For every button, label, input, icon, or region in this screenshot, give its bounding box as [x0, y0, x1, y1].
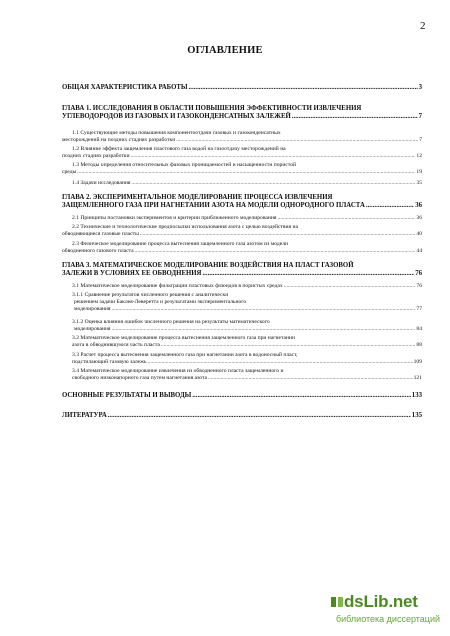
toc-entry-text: 1.3 Методы определения относительных фазовых проницаемостей и насыщенности пористой	[72, 162, 296, 168]
toc-entry-text-cont: обводненного газового пласта	[62, 248, 134, 255]
toc-entry[interactable]	[62, 84, 422, 92]
toc-page-number: 76	[416, 283, 422, 289]
leader-dots	[140, 231, 416, 238]
leader-dots	[148, 359, 413, 366]
toc-entry[interactable]	[62, 412, 422, 420]
leader-dots	[202, 270, 414, 278]
toc-entry-text-cont: азота в обводнившуюся часть пласта	[72, 342, 160, 349]
toc-page-number: 3	[418, 84, 422, 91]
book-icon	[330, 595, 344, 609]
toc-page-number: 36	[415, 202, 422, 210]
leader-dots	[208, 375, 413, 382]
toc-page-number: 77	[416, 306, 422, 313]
toc-entry[interactable]	[62, 194, 422, 211]
toc-entry-text-cont: УГЛЕВОДОРОДОВ ИЗ ГАЗОВЫХ И ГАЗОКОНДЕНСАТНЫХ ЗАЛЕЖЕЙ	[62, 113, 291, 121]
toc-entry-text: ГЛАВА 3. МАТЕМАТИЧЕСКОЕ МОДЕЛИРОВАНИЕ ВОЗДЕЙСТВИЯ НА ПЛАСТ ГАЗОВОЙ	[62, 262, 354, 269]
leader-dots	[77, 169, 415, 176]
toc-page-number: 35	[416, 180, 422, 186]
watermark-logo: dsLib.net	[344, 592, 418, 611]
toc-page-number: 84	[416, 326, 422, 333]
toc-entry-text: 3.4 Математическое моделирование извлечения из обводненного пласта защемленного и	[72, 368, 284, 374]
toc-page-number: 7	[418, 113, 422, 121]
leader-dots	[131, 180, 415, 187]
toc-entry[interactable]	[62, 241, 422, 255]
leader-dots	[292, 113, 418, 121]
toc-entry[interactable]	[62, 215, 422, 222]
page-number: 2	[420, 20, 426, 32]
toc-page-number: 40	[416, 231, 422, 238]
toc-entry-text: ОБЩАЯ ХАРАКТЕРИСТИКА РАБОТЫ	[62, 84, 188, 91]
watermark-subtitle: библиотека диссертаций	[335, 614, 440, 624]
toc-entry[interactable]	[62, 180, 422, 187]
toc-entry-text: 3.1.2 Оценка влияния ошибок численного решения на результаты математического	[72, 319, 270, 325]
toc-entry[interactable]	[62, 392, 422, 400]
toc-entry-text: 1.2 Влияние эффекта защемления пластового газа водой на газоотдачу месторождений на	[72, 146, 286, 152]
leader-dots	[161, 342, 416, 349]
toc-entry[interactable]	[62, 105, 422, 122]
toc-entry-text-cont: среды	[62, 169, 77, 176]
toc-entry-text-cont: обводняющиеся газовые пласты	[62, 231, 139, 238]
toc-entry-text: 3.3 Расчет процесса вытеснения защемленного газа при нагнетании азота в водоносный пласт,	[72, 352, 298, 358]
leader-dots	[189, 84, 418, 92]
toc-page-number: 7	[419, 137, 422, 144]
toc-page-number: 133	[411, 392, 422, 399]
toc-entry[interactable]	[62, 224, 422, 238]
toc-entry-text: ЛИТЕРАТУРА	[62, 412, 107, 419]
toc-entry[interactable]	[62, 146, 422, 160]
toc-entry-text: 2.3 Физическое моделирование процесса вытеснения защемленного газа азотом из модели	[72, 241, 288, 247]
toc-entry-text-cont: моделирования	[74, 326, 111, 333]
toc-entry-text-cont: свободного низконапорного газа путем нагнетания азота	[72, 375, 208, 382]
toc-page-number: 12	[416, 153, 422, 160]
toc-entry-text: 3.2 Математическое моделирование процесса вытеснения защемленного газа при нагнетании	[72, 335, 296, 341]
toc-entry-text-cont: подстилающий газовую залежь	[72, 359, 147, 366]
toc-entry-text-cont: поздних стадиях разработки	[62, 153, 130, 160]
toc-entry-text: ГЛАВА 2. ЭКСПЕРИМЕНТАЛЬНОЕ МОДЕЛИРОВАНИЕ ПРОЦЕССА ИЗВЛЕЧЕНИЯ	[62, 194, 333, 201]
toc-entry-text: 2.2 Технические и технологические предпосылки использования азота с целью воздействия на	[72, 224, 298, 230]
page-title: ОГЛАВЛЕНИЕ	[187, 45, 263, 56]
leader-dots	[112, 306, 416, 313]
leader-dots	[284, 283, 416, 290]
toc-entry-text-cont: месторождений на поздних стадиях разработки	[62, 137, 176, 144]
leader-dots	[192, 392, 410, 400]
toc-entry[interactable]	[62, 130, 422, 144]
toc-entry[interactable]	[62, 262, 422, 279]
toc-entry-text-cont: ЗАЛЕЖИ В УСЛОВИЯХ ЕЕ ОБВОДНЕНИЯ	[62, 270, 202, 278]
toc-page-number: 19	[416, 169, 422, 176]
toc-page-number: 121	[413, 375, 422, 382]
toc-entry-text: ОСНОВНЫЕ РЕЗУЛЬТАТЫ И ВЫВОДЫ	[62, 392, 192, 399]
toc-entry-text: 3.1.1 Сравнение результатов численного решения с аналитически	[72, 292, 229, 298]
toc-entry[interactable]	[62, 292, 422, 314]
leader-dots	[176, 137, 418, 144]
leader-dots	[277, 215, 415, 222]
leader-dots	[135, 248, 416, 255]
leader-dots	[366, 202, 414, 210]
toc-page-number: 76	[415, 270, 422, 278]
toc-page-number: 135	[411, 412, 422, 419]
toc-page-number: 44	[416, 248, 422, 255]
watermark[interactable]	[300, 592, 440, 628]
leader-dots	[131, 153, 416, 160]
toc-page-number: 88	[416, 342, 422, 349]
toc-entry[interactable]	[62, 319, 422, 333]
toc-entry-text: 2.1 Принципы постановки экспериментов и критерии приближенного моделирования	[72, 215, 277, 221]
toc-entry-text-cont: решением задачи Баклея-Леверетта и результатами экспериментального	[74, 299, 247, 306]
toc-entry[interactable]	[62, 335, 422, 349]
toc-entry[interactable]	[62, 162, 422, 176]
toc-entry-text: ГЛАВА 1. ИССЛЕДОВАНИЯ В ОБЛАСТИ ПОВЫШЕНИЯ ЭФФЕКТИВНОСТИ ИЗВЛЕЧЕНИЯ	[62, 105, 362, 112]
toc-entry-text-cont: ЗАЩЕМЛЕННОГО ГАЗА ПРИ НАГНЕТАНИИ АЗОТА НА МОДЕЛИ ОДНОРОДНОГО ПЛАСТА	[62, 202, 365, 210]
toc-entry[interactable]	[62, 368, 422, 382]
toc-entry[interactable]	[62, 352, 422, 366]
toc-page-number: 36	[416, 215, 422, 221]
toc-entry[interactable]	[62, 283, 422, 290]
toc-entry-text: 1.4 Задачи исследования	[72, 180, 131, 186]
toc-entry-text: 3.1 Математическое моделирование фильтрации пластовых флюидов в пористых средах	[72, 283, 283, 289]
toc-entry-text: 1.1 Существующие методы повышения компонентоотдачи газовых и газоконденсатных	[72, 130, 281, 136]
toc-entry-text-cont: моделирования	[74, 306, 111, 313]
leader-dots	[108, 412, 411, 420]
leader-dots	[112, 326, 416, 333]
toc-page-number: 109	[413, 359, 422, 366]
